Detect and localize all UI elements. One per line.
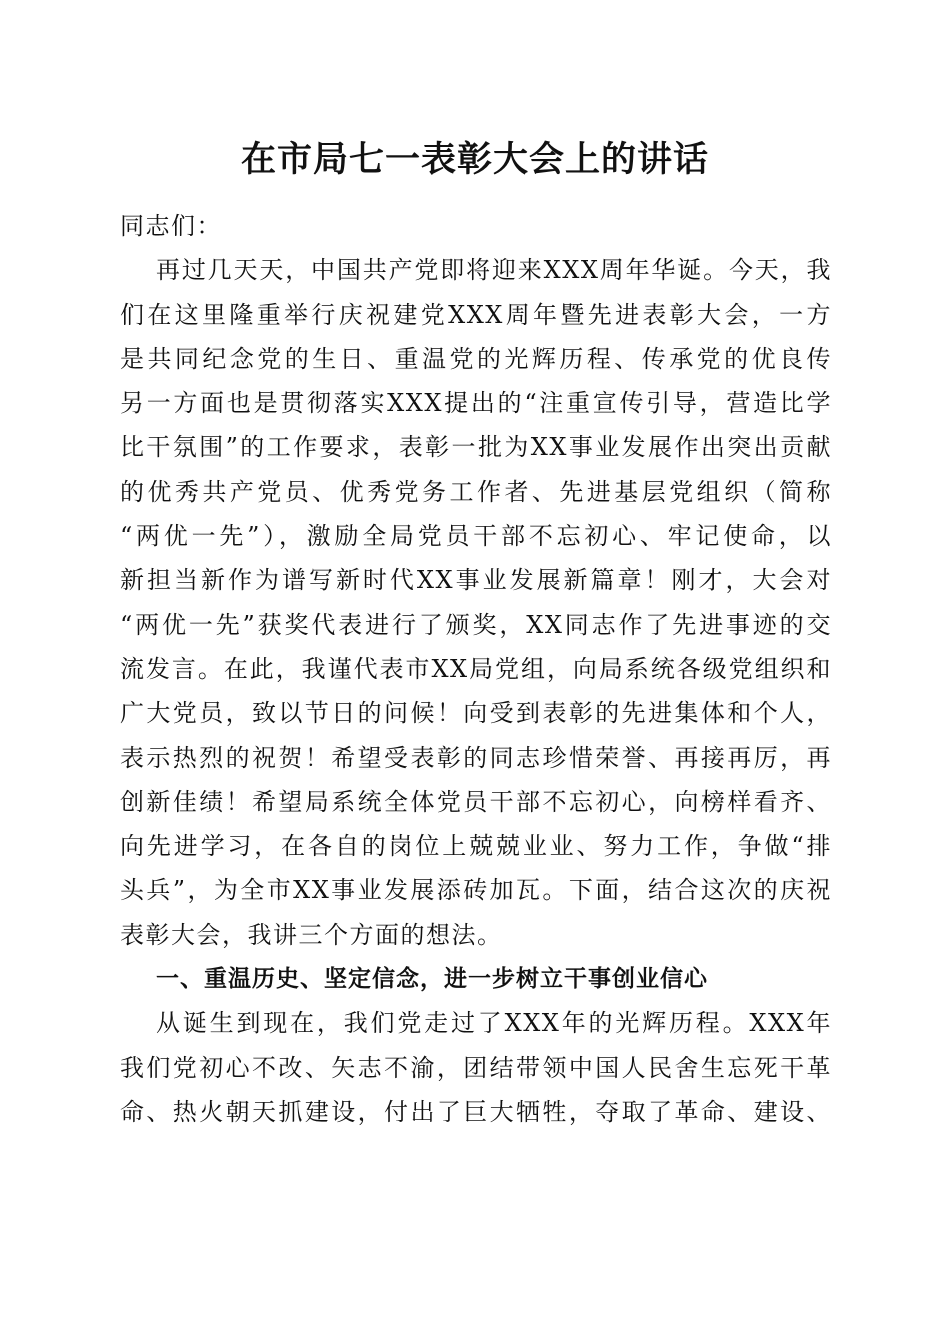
paragraph-line: 我们党初心不改、矢志不渝，团结带领中国人民舍生忘死干革	[120, 1053, 832, 1082]
paragraph-line: 广大党员，致以节日的问候！向受到表彰的先进集体和个人，	[120, 699, 832, 728]
paragraph-line: 比干氛围”的工作要求，表彰一批为XX事业发展作出突出贡献	[120, 433, 832, 462]
paragraph-line: 的优秀共产党员、优秀党务工作者、先进基层党组织（简称	[120, 477, 832, 506]
paragraph-line: 表示热烈的祝贺！希望受表彰的同志珍惜荣誉、再接再厉，再	[120, 743, 832, 772]
paragraph-line: 头兵”，为全市XX事业发展添砖加瓦。下面，结合这次的庆祝	[120, 876, 832, 905]
paragraph-line: 们在这里隆重举行庆祝建党XXX周年暨先进表彰大会，一方	[120, 300, 832, 329]
paragraph-line: 流发言。在此，我谨代表市XX局党组，向局系统各级党组织和	[120, 654, 832, 683]
document-title: 在市局七一表彰大会上的讲话	[240, 139, 709, 180]
paragraph-line: 表彰大会，我讲三个方面的想法。	[120, 920, 503, 949]
salutation: 同志们：	[120, 212, 222, 240]
paragraph-line: 创新佳绩！希望局系统全体党员干部不忘初心，向榜样看齐、	[120, 787, 832, 816]
paragraph-line: 从诞生到现在，我们党走过了XXX年的光辉历程。XXX年	[156, 1009, 832, 1038]
paragraph-line: “两优一先”获奖代表进行了颁奖，XX同志作了先进事迹的交	[120, 610, 832, 639]
paragraph-2	[120, 1001, 832, 1134]
paragraph-line: 新担当新作为谱写新时代XX事业发展新篇章！刚才，大会对	[120, 566, 832, 595]
paragraph-line: 再过几天天，中国共产党即将迎来XXX周年华诞。今天，我	[156, 256, 832, 285]
paragraph-line: 向先进学习，在各自的岗位上兢兢业业、努力工作，争做“排	[120, 832, 832, 861]
document-body	[120, 204, 832, 1134]
paragraph-line: 命、热火朝天抓建设，付出了巨大牺牲，夺取了革命、建设、	[120, 1097, 832, 1126]
paragraph-line: 是共同纪念党的生日、重温党的光辉历程、传承党的优良传	[120, 344, 832, 373]
section-heading: 一、重温历史、坚定信念，进一步树立干事创业信心	[156, 966, 708, 993]
paragraph-1	[120, 248, 832, 957]
paragraph-line: “两优一先”），激励全局党员干部不忘初心、牢记使命，以	[120, 522, 832, 551]
paragraph-line: 另一方面也是贯彻落实XXX提出的“注重宣传引导，营造比学	[120, 389, 832, 418]
